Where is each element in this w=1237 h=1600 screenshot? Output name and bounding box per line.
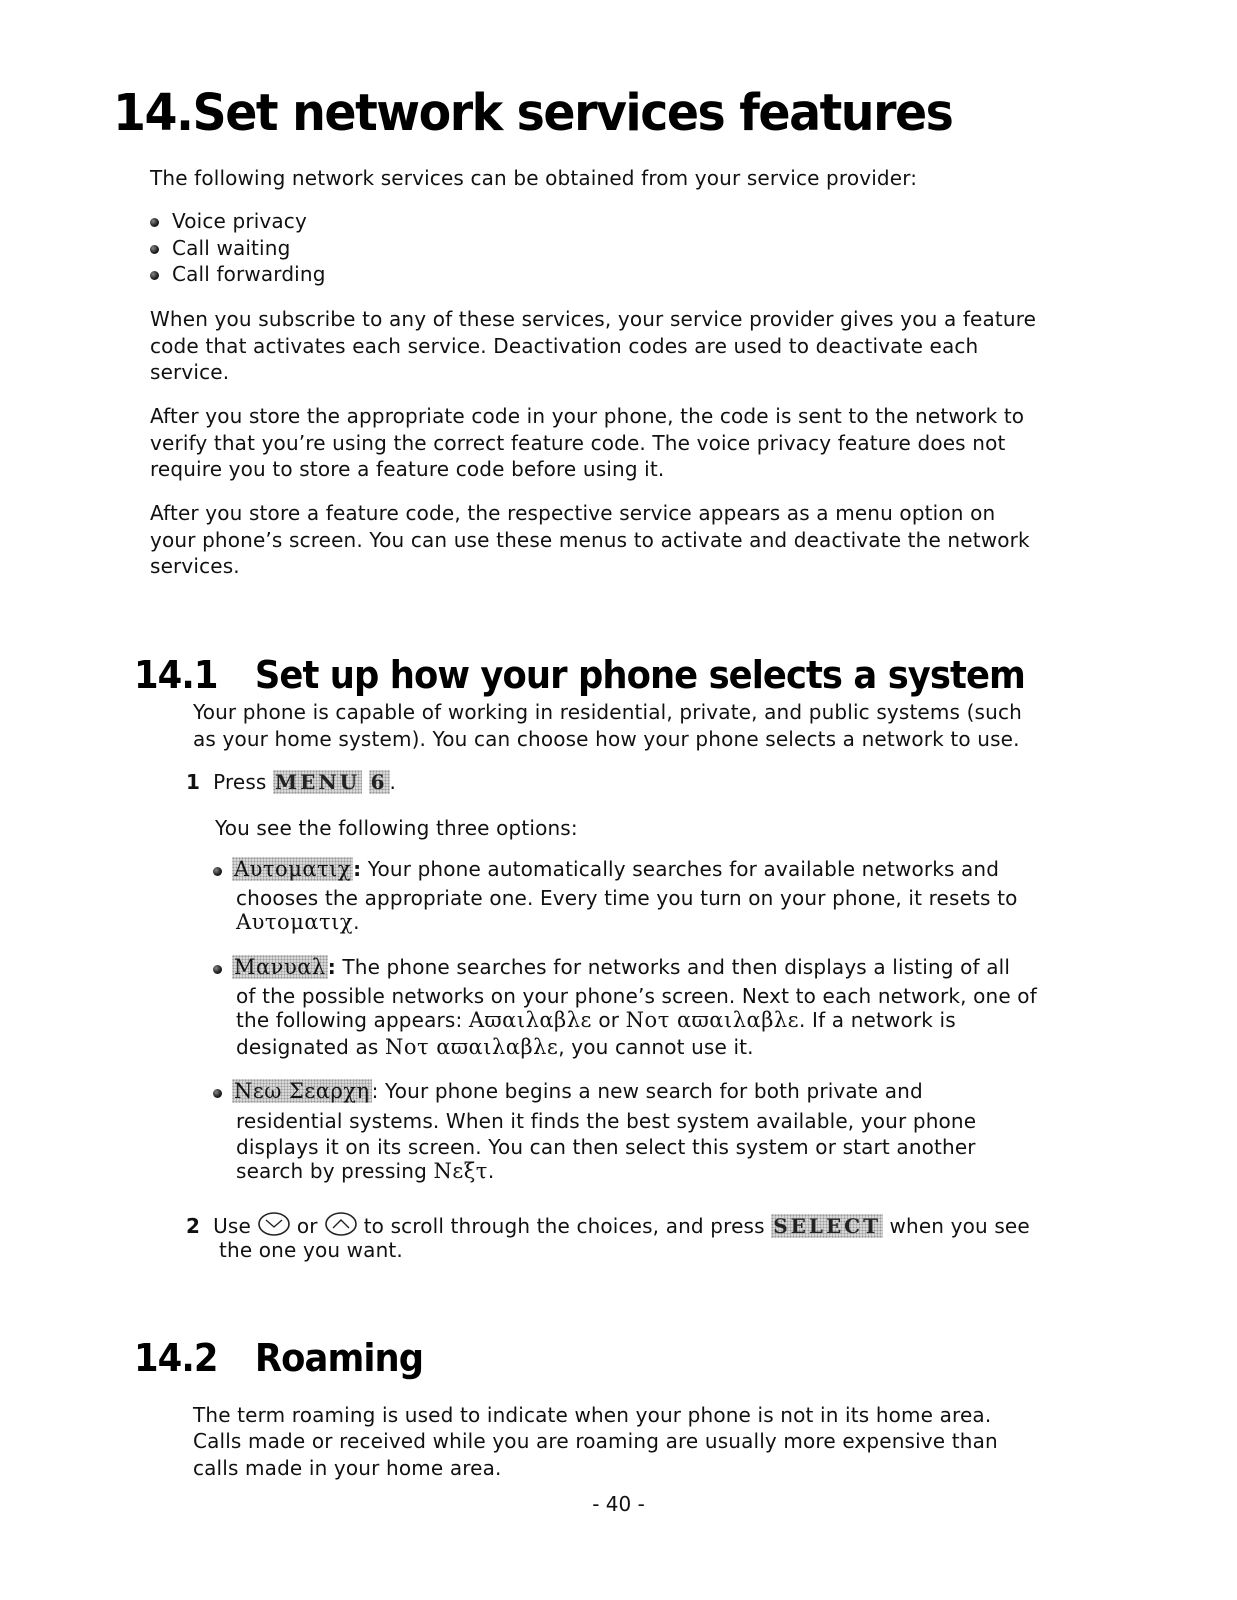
option-line xyxy=(236,1158,494,1185)
section-title: Roaming xyxy=(254,1336,424,1380)
section-title: Set up how your phone selects a system xyxy=(254,653,1025,697)
option-text: search by pressing xyxy=(236,1159,434,1183)
list-item: Call waiting xyxy=(172,236,291,260)
paragraph-line: require you to store a feature code before using it. xyxy=(150,457,665,481)
step-1 xyxy=(186,769,396,796)
step-text: to scroll through the choices, and press xyxy=(363,1214,765,1238)
roaming-line: Calls made or received while you are roaming are usually more expensive than xyxy=(193,1429,998,1453)
option-inline-term: Νεξτ xyxy=(433,1159,488,1183)
section-desc-line: as your home system). You can choose how your phone selects a network to use. xyxy=(193,727,1020,751)
menu-key: MENU xyxy=(275,770,361,794)
section-heading-14-1 xyxy=(134,653,1025,697)
option-text: designated as xyxy=(236,1035,385,1059)
paragraph-line: services. xyxy=(150,554,240,578)
bullet-icon xyxy=(213,965,222,974)
option-label: Νεω Σεαρχη xyxy=(234,1079,370,1103)
step-text: Press xyxy=(213,770,267,794)
page-title xyxy=(113,84,952,143)
option-text: or xyxy=(591,1008,626,1032)
step-number: 2 xyxy=(186,1214,201,1238)
bullet-icon xyxy=(213,867,222,876)
option-label: Αυτοματιχ xyxy=(234,857,352,881)
paragraph-line: your phone’s screen. You can use these menus to activate and deactivate the network xyxy=(150,528,1030,552)
page-title-number: 14. xyxy=(113,84,193,143)
step-text-end: . xyxy=(389,770,397,794)
option-line xyxy=(232,954,1010,981)
section-number: 14.1 xyxy=(134,653,218,697)
bullet-icon xyxy=(213,1089,222,1098)
option-line xyxy=(236,909,360,936)
option-label: Μανυαλ xyxy=(234,955,326,979)
step-2-continued: the one you want. xyxy=(219,1238,403,1262)
paragraph-line: service. xyxy=(150,360,230,384)
bullet-icon xyxy=(150,245,159,254)
page-title-text: Set network services features xyxy=(192,84,953,143)
roaming-line: calls made in your home area. xyxy=(193,1456,502,1480)
option-text: . xyxy=(353,910,360,934)
option-colon: : xyxy=(327,955,336,979)
digit-6-key: 6 xyxy=(370,770,388,794)
intro-text: The following network services can be obtained from your service provider: xyxy=(150,166,918,190)
paragraph-line: verify that you’re using the correct feature code. The voice privacy feature does not xyxy=(150,431,1006,455)
roaming-line: The term roaming is used to indicate when your phone is not in its home area. xyxy=(193,1403,992,1427)
page-number: - 40 - xyxy=(592,1492,645,1516)
paragraph-line: After you store a feature code, the respective service appears as a menu option on xyxy=(150,501,996,525)
option-inline-term: Νοτ αϖαιλαβλε xyxy=(625,1008,800,1032)
option-text: . If a network is xyxy=(799,1008,956,1032)
option-line xyxy=(232,856,999,883)
list-item: Call forwarding xyxy=(172,262,326,286)
options-intro: You see the following three options: xyxy=(215,816,578,840)
step-text: Use xyxy=(213,1214,251,1238)
list-item: Voice privacy xyxy=(172,209,307,233)
option-text: The phone searches for networks and then displays a listing of all xyxy=(335,955,1011,979)
option-colon: : xyxy=(353,857,362,881)
section-desc-line: Your phone is capable of working in residential, private, and public systems (such xyxy=(193,700,1022,724)
select-key: SELECT xyxy=(773,1214,881,1238)
paragraph-line: code that activates each service. Deactivation codes are used to deactivate each xyxy=(150,334,979,358)
step-number: 1 xyxy=(186,770,201,794)
option-text: : Your phone begins a new search for both private and xyxy=(371,1079,923,1103)
option-line: of the possible networks on your phone’s screen. Next to each network, one of xyxy=(236,984,1037,1008)
option-inline-term: Αϖαιλαβλε xyxy=(468,1008,592,1032)
option-text: the following appears: xyxy=(236,1008,469,1032)
step-text: or xyxy=(296,1214,318,1238)
option-line: displays it on its screen. You can then select this system or start another xyxy=(236,1135,976,1159)
bullet-icon xyxy=(150,271,159,280)
option-text: . xyxy=(487,1159,495,1183)
option-text: , you cannot use it. xyxy=(558,1035,754,1059)
section-heading-14-2 xyxy=(134,1336,423,1380)
option-inline-term: Νοτ αϖαιλαβλε xyxy=(384,1035,559,1059)
bullet-icon xyxy=(150,218,159,227)
option-line xyxy=(232,1078,923,1105)
option-line: residential systems. When it finds the best system available, your phone xyxy=(236,1109,977,1133)
option-line xyxy=(236,1007,956,1034)
option-line xyxy=(236,1034,754,1061)
section-number: 14.2 xyxy=(134,1336,218,1380)
option-line: chooses the appropriate one. Every time you turn on your phone, it resets to xyxy=(236,886,1018,910)
option-inline-term: Αυτοματιχ xyxy=(236,910,354,934)
option-text: Your phone automatically searches for available networks and xyxy=(361,857,1000,881)
paragraph-line: After you store the appropriate code in your phone, the code is sent to the network to xyxy=(150,404,1025,428)
paragraph-line: When you subscribe to any of these services, your service provider gives you a feature xyxy=(150,307,1037,331)
step-text: when you see xyxy=(889,1214,1030,1238)
